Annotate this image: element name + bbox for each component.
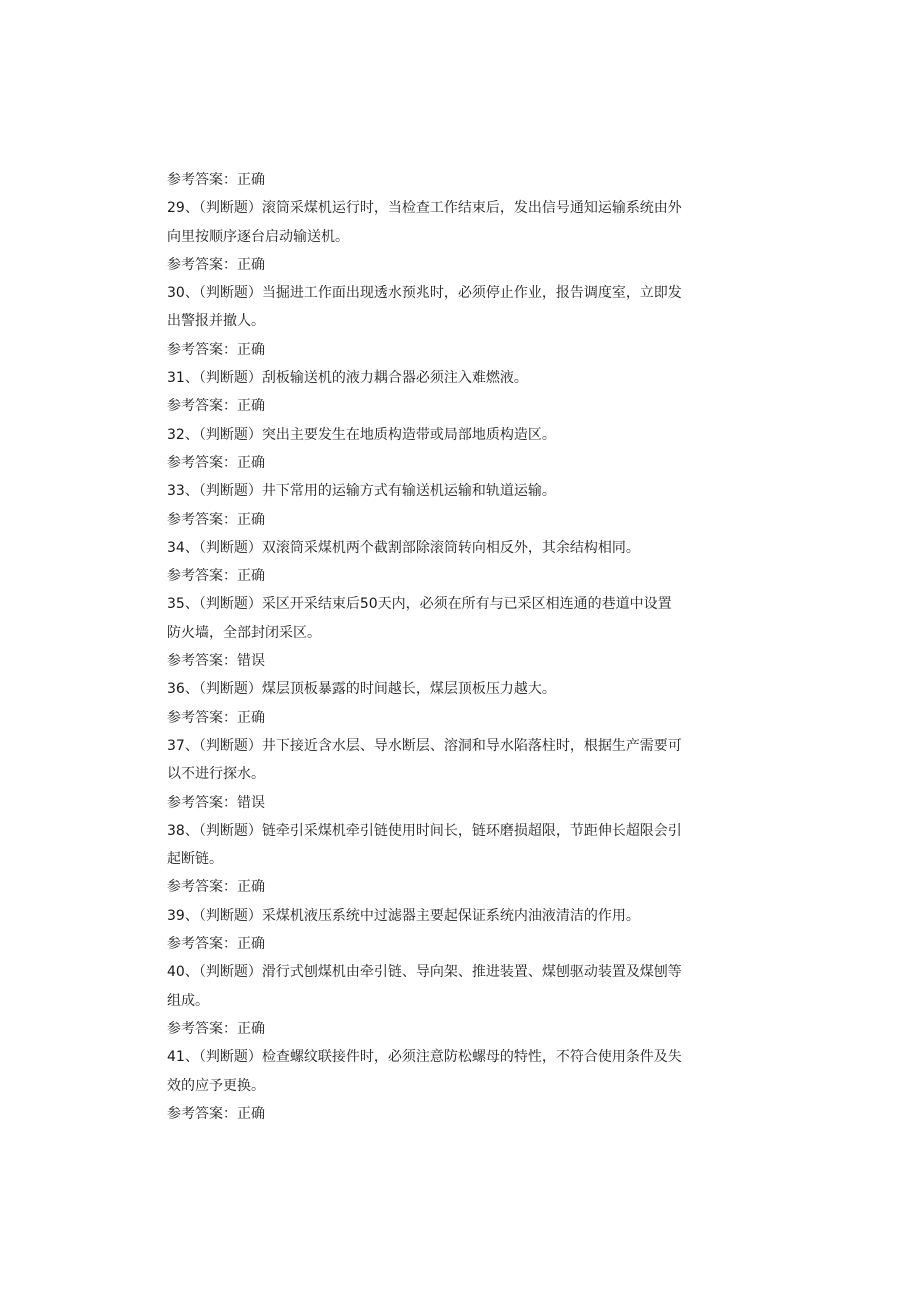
question-text-line: 39、（判断题）采煤机液压系统中过滤器主要起保证系统内油液清洁的作用。	[167, 907, 640, 924]
question-list	[167, 166, 747, 1128]
question-text-line: 31、（判断题）刮板输送机的液力耦合器必须注入难燃液。	[167, 370, 528, 387]
answer-line: 参考答案：正确	[167, 454, 265, 471]
question-text-line: 33、（判断题）井下常用的运输方式有输送机运输和轨道运输。	[167, 483, 556, 500]
answer-line: 参考答案：正确	[167, 1020, 265, 1037]
question-item	[167, 534, 747, 562]
answer-line: 参考答案：正确	[167, 341, 265, 358]
question-text-line: 向里按顺序逐台启动输送机。	[167, 228, 349, 245]
question-text-line: 36、（判断题）煤层顶板暴露的时间越长，煤层顶板压力越大。	[167, 681, 556, 698]
question-text-line: 出警报并撤人。	[167, 313, 265, 330]
question-text-line: 29、（判断题）滚筒采煤机运行时，当检查工作结束后，发出信号通知运输系统由外	[167, 200, 682, 217]
question-item	[167, 477, 747, 505]
answer-line: 参考答案：正确	[167, 256, 265, 273]
answer-line: 参考答案：正确	[167, 511, 265, 528]
answer-line: 参考答案：正确	[167, 936, 265, 953]
answer-line: 参考答案：错误	[167, 653, 265, 670]
question-item	[167, 675, 747, 703]
question-text-line: 32、（判断题）突出主要发生在地质构造带或局部地质构造区。	[167, 426, 556, 443]
question-item	[167, 902, 747, 930]
question-text-line: 30、（判断题）当掘进工作面出现透水预兆时，必须停止作业，报告调度室，立即发	[167, 285, 682, 302]
answer-line: 参考答案：正确	[167, 398, 265, 415]
question-item	[167, 364, 747, 392]
question-text-line: 防火墙，全部封闭采区。	[167, 624, 321, 641]
answer-line: 参考答案：正确	[167, 1105, 265, 1122]
answer-line: 参考答案：正确	[167, 172, 265, 188]
question-text-line: 效的应予更换。	[167, 1077, 265, 1094]
question-text-line: 38、（判断题）链牵引采煤机牵引链使用时间长，链环磨损超限，节距伸长超限会引	[167, 822, 682, 839]
question-item	[167, 732, 747, 789]
question-item	[167, 1043, 747, 1100]
question-item	[167, 817, 747, 874]
question-text-line: 40、（判断题）滑行式刨煤机由牵引链、导向架、推进装置、煤刨驱动装置及煤刨等	[167, 964, 682, 981]
question-item	[167, 421, 747, 449]
question-text-line: 34、（判断题）双滚筒采煤机两个截割部除滚筒转向相反外，其余结构相同。	[167, 539, 640, 556]
question-text-line: 35、（判断题）采区开采结束后50天内，必须在所有与已采区相连通的巷道中设置	[167, 596, 672, 613]
question-item	[167, 279, 747, 336]
answer-line: 参考答案：错误	[167, 794, 265, 811]
question-item	[167, 958, 747, 1015]
question-text-line: 41、（判断题）检查螺纹联接件时，必须注意防松螺母的特性，不符合使用条件及失	[167, 1049, 682, 1066]
answer-line: 参考答案：正确	[167, 568, 265, 585]
answer-line: 参考答案：正确	[167, 879, 265, 896]
question-text-line: 组成。	[167, 992, 209, 1009]
question-text-line: 37、（判断题）井下接近含水层、导水断层、溶洞和导水陷落柱时，根据生产需要可	[167, 737, 682, 754]
question-item	[167, 194, 747, 251]
question-item	[167, 590, 747, 647]
question-text-line: 以不进行探水。	[167, 766, 265, 783]
answer-line: 参考答案：正确	[167, 709, 265, 726]
question-text-line: 起断链。	[167, 851, 223, 868]
